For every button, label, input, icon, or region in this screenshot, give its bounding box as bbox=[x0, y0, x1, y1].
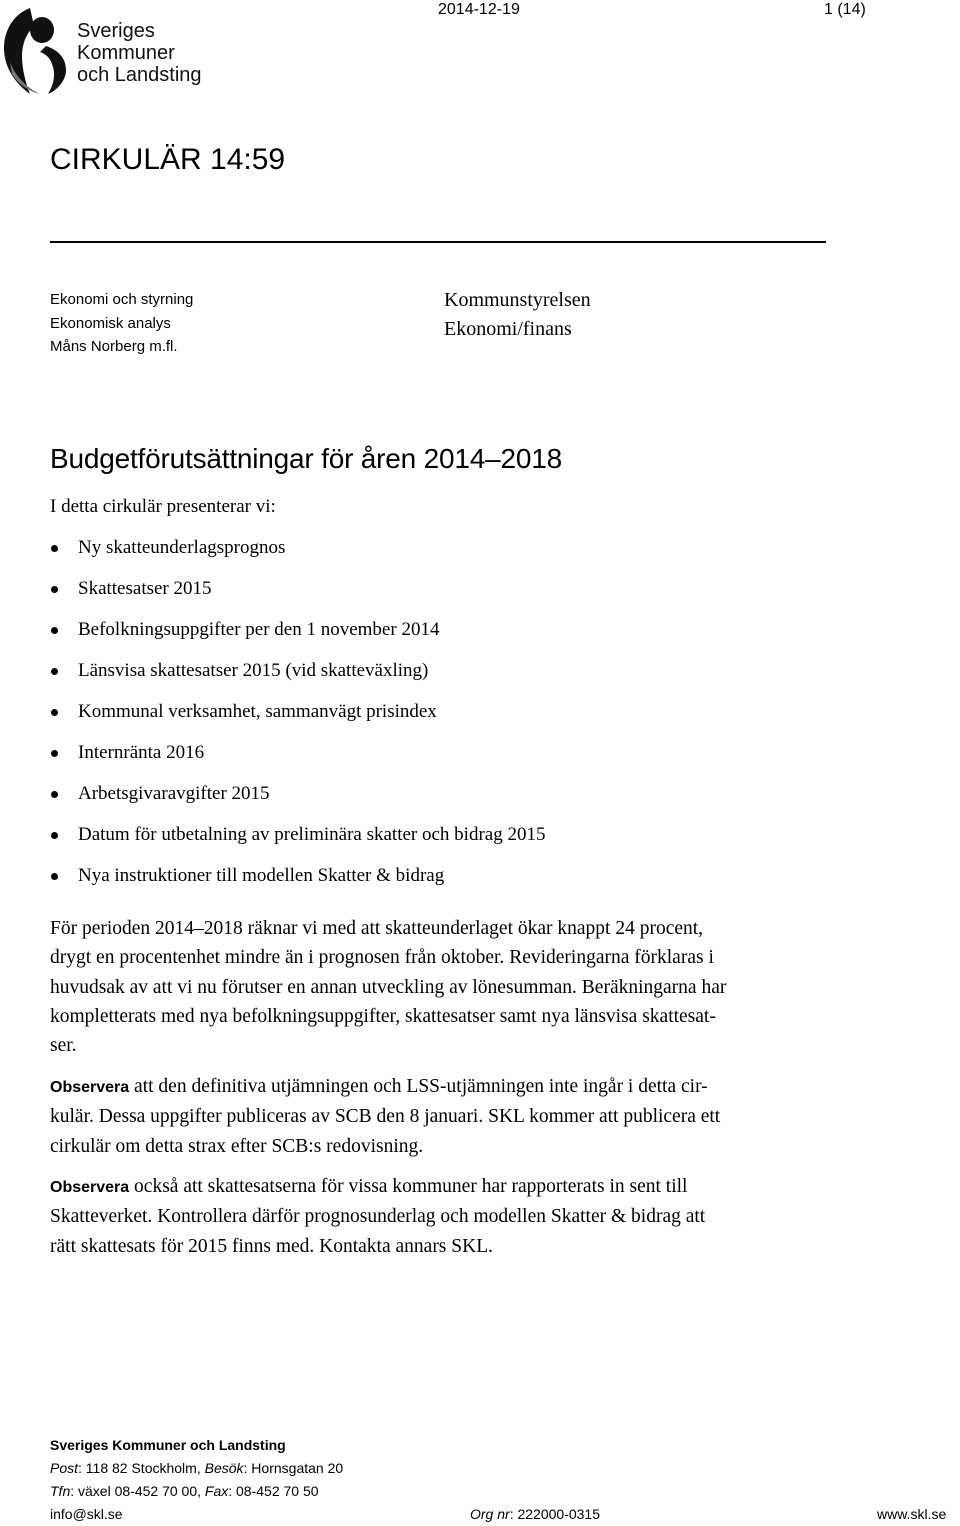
bullet-icon bbox=[51, 627, 58, 634]
note-label: Observera bbox=[50, 1179, 130, 1196]
list-item: Nya instruktioner till modellen Skatter & bidrag bbox=[50, 864, 545, 905]
paragraph-line: rätt skattesats för 2015 finns med. Kontakta annars SKL. bbox=[50, 1235, 493, 1257]
footer-org-name: Sveriges Kommuner och Landsting bbox=[50, 1437, 286, 1453]
logo-line: och Landsting bbox=[77, 64, 202, 86]
bullet-icon bbox=[51, 750, 58, 757]
paragraph-line: Observera också att skattesatserna för vissa kommuner har rapporterats in sent till bbox=[50, 1176, 688, 1197]
logo-line: Sveriges bbox=[77, 20, 155, 42]
bullet-icon bbox=[51, 586, 58, 593]
sender-author: Måns Norberg m.fl. bbox=[50, 338, 178, 355]
paragraph-line: Skatteverket. Kontrollera därför prognosunderlag och modellen Skatter & bidrag att bbox=[50, 1206, 706, 1228]
header-divider bbox=[50, 241, 826, 243]
list-item: Länsvisa skattesatser 2015 (vid skatteväxling) bbox=[50, 659, 545, 700]
logo-wordmark bbox=[77, 20, 202, 86]
bullet-icon bbox=[51, 545, 58, 552]
skl-logo-icon bbox=[0, 0, 75, 98]
sender-department: Ekonomi och styrning bbox=[50, 291, 194, 308]
document-title: Budgetförutsättningar för åren 2014–2018 bbox=[50, 443, 562, 474]
paragraph-line: cirkulär om detta strax efter SCB:s redovisning. bbox=[50, 1135, 424, 1157]
bullet-icon bbox=[51, 832, 58, 839]
recipient-block bbox=[444, 286, 591, 344]
bullet-icon bbox=[51, 873, 58, 880]
page-number: 1 (14) bbox=[824, 1, 866, 18]
list-item: Datum för utbetalning av preliminära skatter och bidrag 2015 bbox=[50, 823, 545, 864]
recipient-line: Ekonomi/finans bbox=[444, 318, 572, 340]
paragraph-forecast bbox=[50, 914, 866, 1060]
paragraph-line: drygt en procentenhet mindre än i prognosen från oktober. Revideringarna förklaras i bbox=[50, 947, 714, 969]
logo-line: Kommuner bbox=[77, 42, 175, 64]
bullet-icon bbox=[51, 709, 58, 716]
bullet-icon bbox=[51, 668, 58, 675]
list-item: Ny skatteunderlagsprognos bbox=[50, 536, 545, 577]
footer-phone: Tfn: växel 08-452 70 00, Fax: 08-452 70 50 bbox=[50, 1483, 319, 1499]
footer-org-number: Org nr: 222000-0315 bbox=[470, 1506, 600, 1522]
paragraph-line: kompletterats med nya befolkningsuppgifter, skattesatser samt nya länsvisa skattesat- bbox=[50, 1005, 716, 1027]
list-item: Skattesatser 2015 bbox=[50, 577, 545, 618]
circular-number: CIRKULÄR 14:59 bbox=[50, 143, 286, 176]
footer-email-link[interactable]: info@skl.se bbox=[50, 1506, 123, 1522]
paragraph-note-taxrates bbox=[50, 1172, 866, 1261]
intro-text: I detta cirkulär presenterar vi: bbox=[50, 496, 276, 517]
list-item: Befolkningsuppgifter per den 1 november 2014 bbox=[50, 618, 545, 659]
document-date: 2014-12-19 bbox=[438, 1, 520, 18]
paragraph-line: För perioden 2014–2018 räknar vi med att skatteunderlaget ökar knappt 24 procent, bbox=[50, 918, 704, 939]
sender-unit: Ekonomisk analys bbox=[50, 314, 171, 332]
list-item: Arbetsgivaravgifter 2015 bbox=[50, 782, 545, 823]
paragraph-line: huvudsak av att vi nu förutser en annan utveckling av lönesumman. Beräkningarna har bbox=[50, 976, 727, 998]
paragraph-line: ser. bbox=[50, 1035, 77, 1057]
topic-list bbox=[50, 536, 545, 905]
list-item: Internränta 2016 bbox=[50, 741, 545, 782]
list-item: Kommunal verksamhet, sammanvägt prisindex bbox=[50, 700, 545, 741]
paragraph-line: kulär. Dessa uppgifter publiceras av SCB den 8 januari. SKL kommer att publicera ett bbox=[50, 1106, 721, 1128]
paragraph-note-equalization bbox=[50, 1072, 866, 1161]
footer bbox=[50, 1434, 947, 1526]
bullet-icon bbox=[51, 791, 58, 798]
note-label: Observera bbox=[50, 1079, 130, 1096]
sender-block bbox=[50, 288, 193, 359]
footer-address: Post: 118 82 Stockholm, Besök: Hornsgatan 20 bbox=[50, 1460, 344, 1476]
footer-website-link[interactable]: www.skl.se bbox=[877, 1506, 947, 1522]
paragraph-line: Observera att den definitiva utjämningen och LSS-utjämningen inte ingår i detta cir- bbox=[50, 1076, 708, 1097]
footer-contact-row bbox=[50, 1503, 947, 1526]
recipient-line: Kommunstyrelsen bbox=[444, 289, 591, 311]
